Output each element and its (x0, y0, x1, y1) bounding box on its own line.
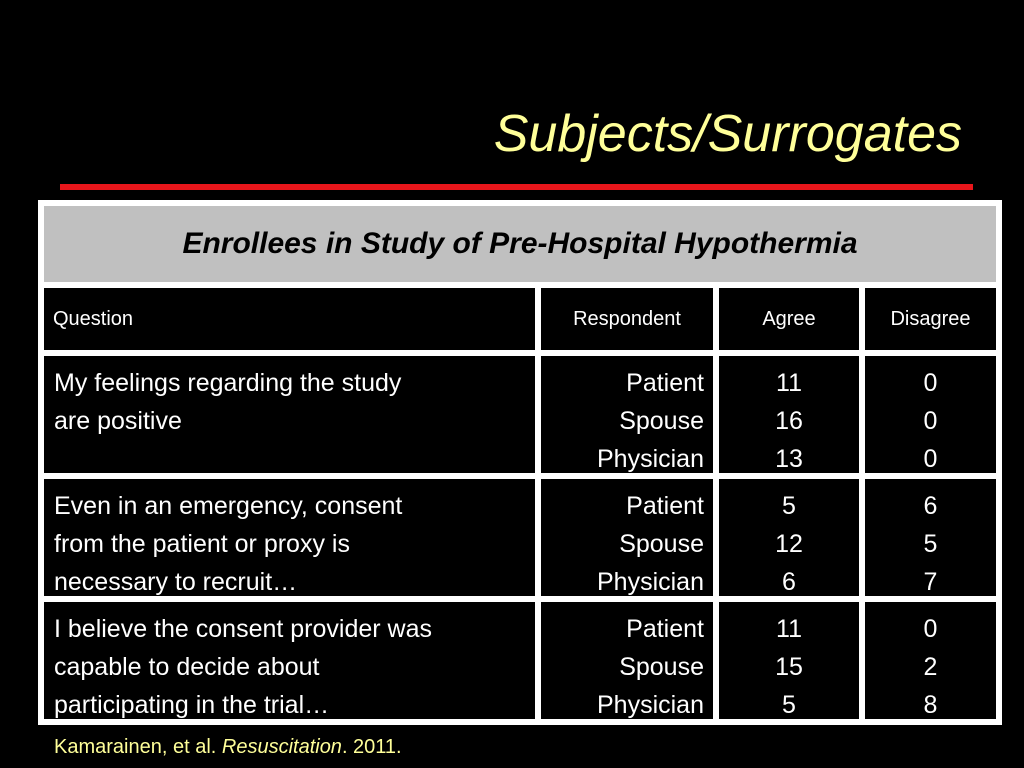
agree-value: 5 (782, 492, 796, 520)
disagree-value: 0 (923, 369, 938, 397)
disagree-cell (865, 479, 996, 596)
header-respondent: Respondent (541, 288, 713, 350)
header-agree: Agree (719, 288, 859, 350)
disagree-value: 0 (923, 407, 938, 435)
question-line: My feelings regarding the study (54, 369, 402, 397)
question-line: necessary to recruit… (54, 568, 298, 596)
disagree-value: 0 (923, 615, 938, 643)
disagree-cell (865, 356, 996, 473)
agree-cell (719, 602, 859, 719)
question-line: Even in an emergency, consent (54, 492, 403, 520)
table-caption: Enrollees in Study of Pre-Hospital Hypothermia (44, 206, 996, 282)
agree-value: 6 (782, 568, 796, 596)
title-divider (60, 184, 973, 190)
question-line: I believe the consent provider was (54, 615, 432, 643)
disagree-value: 0 (923, 445, 938, 473)
respondent-physician: Physician (597, 691, 704, 719)
citation-journal: Resuscitation (221, 736, 342, 758)
agree-value: 13 (775, 445, 803, 473)
agree-value: 15 (775, 653, 803, 681)
survey-table (38, 200, 1002, 725)
respondent-patient: Patient (626, 492, 704, 520)
respondent-cell (541, 602, 713, 719)
question-cell (44, 602, 535, 719)
agree-value: 16 (775, 407, 803, 435)
respondent-physician: Physician (597, 445, 704, 473)
question-line: participating in the trial… (54, 691, 330, 719)
slide-title: Subjects/Surrogates (493, 105, 962, 163)
disagree-value: 2 (923, 653, 938, 681)
agree-value: 11 (776, 369, 802, 397)
agree-cell (719, 479, 859, 596)
respondent-spouse: Spouse (619, 653, 704, 681)
respondent-spouse: Spouse (619, 530, 704, 558)
header-disagree: Disagree (865, 288, 996, 350)
respondent-physician: Physician (597, 568, 704, 596)
agree-value: 12 (775, 530, 803, 558)
respondent-patient: Patient (626, 615, 704, 643)
agree-value: 5 (782, 691, 796, 719)
question-line: capable to decide about (54, 653, 320, 681)
question-line: are positive (54, 407, 182, 435)
citation-year: . 2011. (341, 736, 402, 758)
citation (54, 736, 402, 759)
disagree-value: 5 (923, 530, 938, 558)
agree-cell (719, 356, 859, 473)
question-line: from the patient or proxy is (54, 530, 350, 558)
agree-value: 11 (776, 615, 802, 643)
respondent-cell (541, 479, 713, 596)
disagree-value: 7 (923, 568, 938, 596)
question-cell (44, 356, 535, 473)
disagree-cell (865, 602, 996, 719)
disagree-value: 8 (923, 691, 938, 719)
header-question: Question (44, 288, 535, 350)
respondent-cell (541, 356, 713, 473)
question-cell (44, 479, 535, 596)
respondent-patient: Patient (626, 369, 704, 397)
disagree-value: 6 (923, 492, 938, 520)
respondent-spouse: Spouse (619, 407, 704, 435)
citation-authors: Kamarainen, et al. (54, 736, 222, 758)
